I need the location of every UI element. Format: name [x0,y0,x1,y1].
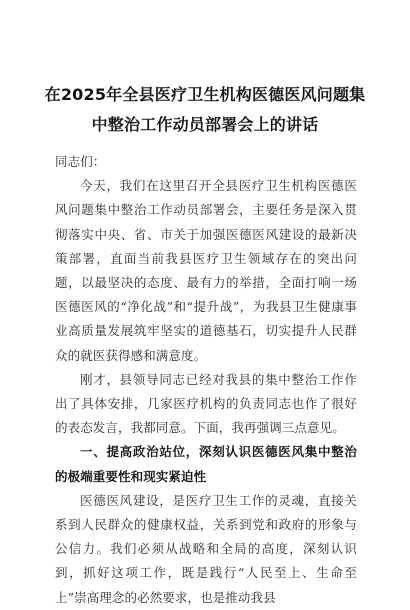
paragraph-transition: 刚才，县领导同志已经对我县的集中整治工作作出了具体安排，几家医疗机构的负责同志也作了很好的表态发言，我都同意。下面，我再强调三点意见。 [55,371,357,436]
greeting: 同志们： [55,154,106,169]
paragraph-opening: 今天，我们在这里召开全县医疗卫生机构医德医风问题集中整治工作动员部署会，主要任务是深入贯彻落实中央、省、市关于加强医德医风建设的最新决策部署，直面当前我县医疗卫生领域存在的突出问题，以最坚决的态度、最有力的举措，全面打响一场医德医风的“净化战”和“提升战”，为我县卫生健康事业高质量发展筑牢坚实的道德基石，切实提升人民群众的就医获得感和满意度。 [55,178,357,363]
document-title: 在2025年全县医疗卫生机构医德医风问题集中整治工作动员部署会上的讲话 [44,85,366,134]
section-heading: 一、提高政治站位，深刻认识医德医风集中整治的极端重要性和现实紧迫性 [55,444,357,484]
document-body [55,150,357,610]
section-paragraph: 医德医风建设，是医疗卫生工作的灵魂，直接关系到人民群众的健康权益，关系到党和政府的形象与公信力。我们必须从战略和全局的高度，深刻认识到，抓好这项工作，既是践行“人民至上、生命至上”崇高理念的必然要求，也是推动我县 [55,492,357,605]
